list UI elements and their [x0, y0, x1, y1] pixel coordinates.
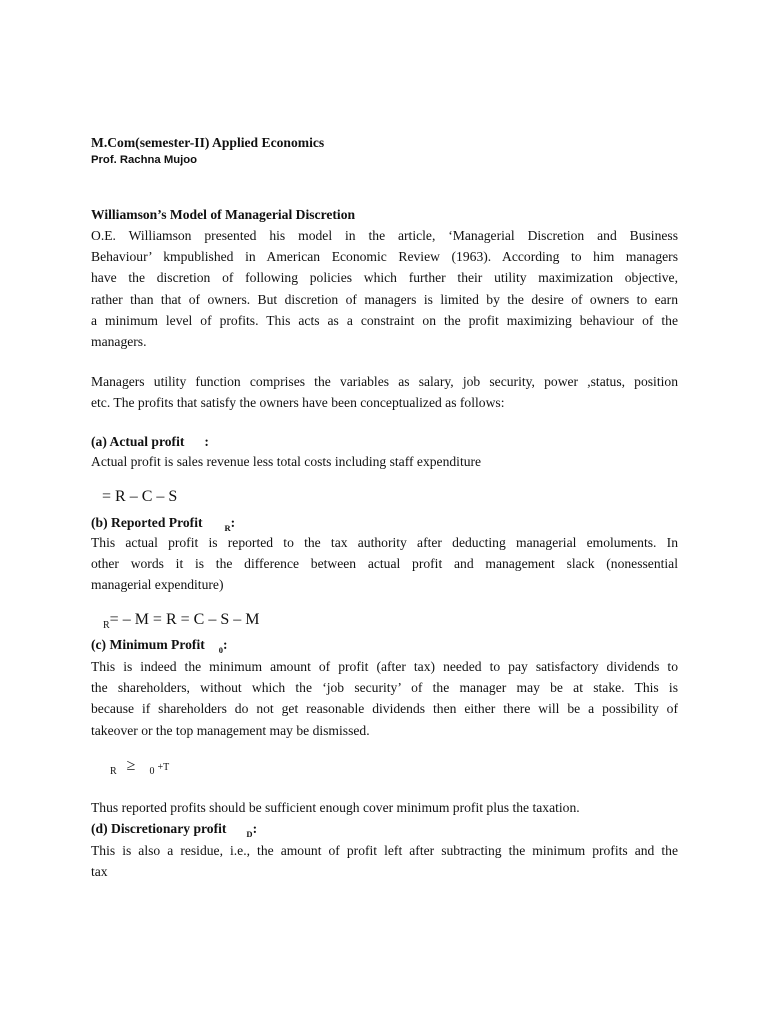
reported-paragraph	[91, 532, 678, 596]
intro-line: a minimum level of profits. This acts as a constraint on the profit maximizing behaviour of the	[91, 312, 678, 328]
intro-line: O.E. Williamson presented his model in the article, ‘Managerial Discretion and Business	[91, 228, 678, 243]
discretionary-line: This is also a residue, i.e., the amount of profit left after subtracting the minimum profits and the	[91, 843, 678, 858]
reported-line: This actual profit is reported to the tax authority after deducting managerial emoluments. In	[91, 535, 678, 550]
minimum-line: the shareholders, without which the ‘job security’ of the manager may be at stake. This is	[91, 680, 678, 696]
minimum-formula-subscript-r: R	[110, 766, 117, 777]
utility-paragraph	[91, 371, 678, 413]
discretionary-paragraph	[91, 840, 678, 882]
discretionary-line: tax	[91, 864, 108, 880]
minimum-profit-heading	[91, 634, 228, 657]
intro-line: Behaviour’ kmpublished in American Economic Review (1963). According to him managers	[91, 249, 678, 265]
reported-profit-subscript: R	[224, 523, 231, 533]
minimum-profit-colon: :	[223, 637, 228, 652]
actual-profit-formula: = R – C – S	[102, 488, 178, 505]
minimum-formula-subscript-0: 0	[149, 766, 155, 777]
actual-profit-label: (a) Actual profit	[91, 434, 185, 449]
discretionary-profit-heading	[91, 818, 257, 841]
reported-line: other words it is the difference between actual profit and management slack (nonessential	[91, 556, 678, 572]
minimum-line: because if shareholders do not get reasonable dividends then either there will be a possibility of	[91, 701, 678, 717]
author-name: Prof. Rachna Mujoo	[91, 154, 198, 166]
intro-line: have the discretion of following policies which further their utility maximization objective,	[91, 270, 678, 286]
reported-profit-formula	[103, 611, 259, 629]
minimum-profit-label: (c) Minimum Profit	[91, 637, 205, 652]
discretionary-profit-label: (d) Discretionary profit	[91, 821, 227, 836]
minimum-formula-geq: ≥	[126, 757, 136, 774]
discretionary-lead: Thus reported profits should be sufficient enough cover minimum profit plus the taxation.	[91, 800, 580, 815]
minimum-profit-subscript: 0	[218, 645, 224, 655]
reported-formula-text: = – M = R = C – S – M	[109, 611, 260, 628]
actual-profit-colon: :	[204, 434, 209, 449]
reported-line: managerial expenditure)	[91, 577, 224, 593]
minimum-line: This is indeed the minimum amount of profit (after tax) needed to pay satisfactory dividends to	[91, 659, 678, 674]
reported-formula-subscript: R	[103, 620, 110, 631]
discretionary-profit-colon: :	[252, 821, 258, 836]
intro-paragraph	[91, 225, 678, 352]
section-title: Williamson’s Model of Managerial Discretion	[91, 207, 356, 222]
utility-line: Managers utility function comprises the variables as salary, job security, power ,status, position	[91, 374, 678, 389]
intro-line: rather than that of owners. But discretion of managers is limited by the desire of owners to earn	[91, 291, 678, 307]
minimum-profit-formula	[110, 757, 169, 775]
minimum-formula-tail: +T	[157, 762, 170, 773]
reported-profit-colon: :	[230, 515, 236, 530]
discretionary-profit-subscript: D	[246, 829, 253, 839]
utility-line: etc. The profits that satisfy the owners have been conceptualized as follows:	[91, 395, 505, 411]
course-title: M.Com(semester-II) Applied Economics	[91, 135, 325, 150]
minimum-paragraph	[91, 656, 678, 741]
actual-profit-text: Actual profit is sales revenue less total costs including staff expenditure	[91, 454, 482, 469]
minimum-line: takeover or the top management may be dismissed.	[91, 722, 370, 738]
reported-profit-label: (b) Reported Profit	[91, 515, 203, 530]
actual-profit-heading	[91, 431, 209, 452]
intro-line: managers.	[91, 333, 147, 349]
